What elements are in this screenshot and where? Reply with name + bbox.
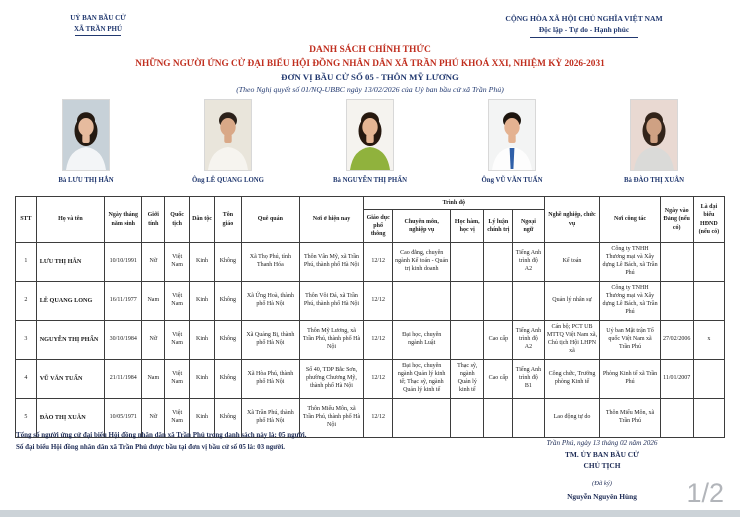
cell-nationality: Việt Nam	[165, 321, 190, 360]
national-title: CỘNG HÒA XÃ HỘI CHỦ NGHĨA VIỆT NAM	[505, 14, 663, 23]
cell-workplace: Uỷ ban Mặt trận Tổ quốc Việt Nam xã Trần Phú	[600, 321, 660, 360]
col-header-language: Ngoại ngữ	[513, 210, 544, 243]
cell-politics	[484, 399, 513, 438]
cell-language: Tiếng Anh trình độ A2	[513, 321, 544, 360]
title-resolution-note: (Theo Nghị quyết số 01/NQ-UBBC ngày 13/02/2026 của Uỷ ban bầu cử xã Trần Phú)	[236, 84, 504, 94]
cell-residence: Thôn Mỹ Lương, xã Trần Phú, thành phố Hà Nội	[299, 321, 363, 360]
photo-face	[78, 118, 93, 136]
candidate-photos-row	[15, 99, 725, 184]
table-row	[16, 321, 725, 360]
cell-education: 12/12	[364, 243, 393, 282]
cell-stt: 4	[16, 360, 37, 399]
cell-name: NGUYỄN THỊ PHẨN	[36, 321, 104, 360]
col-header-occupation: Nghề nghiệp, chức vụ	[544, 197, 600, 243]
photo-caption: Ông VŨ VĂN TUẤN	[481, 177, 543, 184]
col-header-delegate: Là đại biểu HĐND (nếu có)	[693, 197, 724, 243]
cell-stt: 2	[16, 282, 37, 321]
candidate-photo	[488, 99, 536, 171]
cell-nationality: Việt Nam	[165, 399, 190, 438]
candidates-table-wrap	[15, 196, 725, 438]
candidate-photo-cell	[583, 99, 725, 184]
cell-occupation: Công chức, Trưởng phòng Kinh tế	[544, 360, 600, 399]
cell-dob: 30/10/1984	[105, 321, 142, 360]
col-header-nationality: Quốc tịch	[165, 197, 190, 243]
cell-delegate	[693, 243, 724, 282]
photo-caption: Bà ĐÀO THỊ XUÂN	[623, 177, 685, 184]
cell-professional	[393, 399, 451, 438]
cell-residence: Thôn Vân Mỹ, xã Trần Phú, thành phố Hà Nội	[299, 243, 363, 282]
candidates-table	[15, 196, 725, 438]
cell-ethnicity: Kinh	[190, 321, 215, 360]
cell-hometown: Xã Hòa Phú, thành phố Hà Nội	[241, 360, 299, 399]
signature-place-date: Trần Phú, ngày 13 tháng 02 năm 2026	[546, 439, 658, 447]
issuing-authority-block	[38, 13, 158, 36]
cell-politics: Cao cấp	[484, 360, 513, 399]
cell-professional: Đại học, chuyên ngành Luật	[393, 321, 451, 360]
cell-ethnicity: Kinh	[190, 360, 215, 399]
cell-nationality: Việt Nam	[165, 360, 190, 399]
cell-education: 12/12	[364, 399, 393, 438]
cell-academic	[451, 399, 484, 438]
col-header-stt: STT	[16, 197, 37, 243]
col-header-workplace: Nơi công tác	[600, 197, 660, 243]
cell-party-date	[660, 282, 693, 321]
cell-education: 12/12	[364, 360, 393, 399]
issuing-authority-line1: UỶ BAN BẦU CỬ	[70, 14, 126, 22]
photo-face	[220, 118, 235, 136]
candidate-photo-cell	[441, 99, 583, 184]
cell-nationality: Việt Nam	[165, 243, 190, 282]
cell-workplace: Công ty TNHH Thương mại và Xây dựng Lê Bách, xã Trần Phú	[600, 282, 660, 321]
title-line2: NHỮNG NGƯỜI ỨNG CỬ ĐẠI BIỂU HỘI ĐỒNG NHÂN DÂN XÃ TRẦN PHÚ KHOÁ XXI, NHIỆM KỲ 2026-2031	[135, 58, 605, 69]
col-header-dob: Ngày tháng năm sinh	[105, 197, 142, 243]
cell-delegate: x	[693, 321, 724, 360]
signer-name: Nguyễn Nguyên Hùng	[567, 491, 637, 501]
photo-caption: Ông LÊ QUANG LONG	[192, 177, 264, 184]
cell-religion: Không	[214, 243, 241, 282]
cell-delegate	[693, 399, 724, 438]
cell-occupation: Lao động tự do	[544, 399, 600, 438]
cell-education: 12/12	[364, 282, 393, 321]
header-right-underline	[530, 37, 638, 38]
candidate-photo	[62, 99, 110, 171]
signature-role: CHỦ TỊCH	[583, 460, 621, 470]
cell-party-date	[660, 399, 693, 438]
cell-academic	[451, 243, 484, 282]
col-header-ethnicity: Dân tộc	[190, 197, 215, 243]
cell-gender: Nam	[142, 282, 165, 321]
cell-occupation: Cán bộ; PCT UB MTTQ Việt Nam xã, Chủ tịch Hội LHPN xã	[544, 321, 600, 360]
cell-gender: Nữ	[142, 243, 165, 282]
cell-politics: Cao cấp	[484, 321, 513, 360]
page-indicator: 1/2	[686, 478, 724, 508]
cell-hometown: Xã Thọ Phú, tỉnh Thanh Hóa	[241, 243, 299, 282]
cell-party-date	[660, 243, 693, 282]
cell-nationality: Việt Nam	[165, 282, 190, 321]
photo-face	[646, 118, 661, 136]
cell-stt: 5	[16, 399, 37, 438]
col-header-name: Họ và tên	[36, 197, 104, 243]
candidate-photo-cell	[157, 99, 299, 184]
cell-politics	[484, 282, 513, 321]
cell-religion: Không	[214, 282, 241, 321]
issuing-authority-line2: XÃ TRẦN PHÚ	[73, 24, 123, 33]
photo-face	[504, 118, 519, 136]
cell-name: ĐÀO THỊ XUÂN	[36, 399, 104, 438]
photo-face	[362, 118, 377, 136]
col-group-header-qualification: Trình độ	[364, 197, 544, 210]
cell-professional	[393, 282, 451, 321]
cell-residence: Số 40, TDP Bắc Sơn, phường Chương Mỹ, thành phố Hà Nội	[299, 360, 363, 399]
cell-dob: 10/10/1991	[105, 243, 142, 282]
cell-language: Tiếng Anh trình độ A2	[513, 243, 544, 282]
cell-academic	[451, 321, 484, 360]
photo-caption: Bà NGUYỄN THỊ PHẨN	[332, 177, 408, 184]
candidate-photo	[346, 99, 394, 171]
cell-ethnicity: Kinh	[190, 282, 215, 321]
cell-professional: Cao đẳng, chuyên ngành Kế toán - Quản trị kinh doanh	[393, 243, 451, 282]
col-header-religion: Tôn giáo	[214, 197, 241, 243]
table-row	[16, 282, 725, 321]
cell-gender: Nữ	[142, 321, 165, 360]
photo-caption: Bà LƯU THỊ HẮN	[58, 177, 114, 184]
col-header-residence: Nơi ở hiện nay	[299, 197, 363, 243]
table-row	[16, 243, 725, 282]
cell-party-date: 11/01/2007	[660, 360, 693, 399]
cell-name: LÊ QUANG LONG	[36, 282, 104, 321]
cell-name: LƯU THỊ HẮN	[36, 243, 104, 282]
cell-residence: Thôn Miếu Môn, xã Trần Phú, thành phố Hà Nội	[299, 399, 363, 438]
cell-workplace: Thôn Miếu Môn, xã Trần Phú	[600, 399, 660, 438]
cell-politics	[484, 243, 513, 282]
cell-hometown: Xã Trần Phú, thành phố Hà Nội	[241, 399, 299, 438]
candidate-photo	[204, 99, 252, 171]
cell-occupation: Quản lý nhân sự	[544, 282, 600, 321]
col-header-party-date: Ngày vào Đảng (nếu có)	[660, 197, 693, 243]
header-left-underline	[75, 35, 121, 36]
cell-language: Tiếng Anh trình độ B1	[513, 360, 544, 399]
candidate-photo-cell	[15, 99, 157, 184]
signed-note: (Đã ký)	[592, 480, 612, 488]
title-line3: ĐƠN VỊ BẦU CỬ SỐ 05 - THÔN MỸ LƯƠNG	[281, 72, 459, 83]
cell-religion: Không	[214, 399, 241, 438]
col-header-education: Giáo dục phổ thông	[364, 210, 393, 243]
candidate-photo-cell	[299, 99, 441, 184]
table-row	[16, 360, 725, 399]
col-header-hometown: Quê quán	[241, 197, 299, 243]
cell-party-date: 27/02/2006	[660, 321, 693, 360]
cell-residence: Thôn Vôi Đá, xã Trần Phú, thành phố Hà Nội	[299, 282, 363, 321]
cell-delegate	[693, 360, 724, 399]
cell-religion: Không	[214, 321, 241, 360]
cell-academic	[451, 282, 484, 321]
cell-delegate	[693, 282, 724, 321]
cell-stt: 3	[16, 321, 37, 360]
cell-hometown: Xã Ứng Hoà, thành phố Hà Nội	[241, 282, 299, 321]
cell-occupation: Kế toán	[544, 243, 600, 282]
cell-dob: 10/05/1971	[105, 399, 142, 438]
title-line1: DANH SÁCH CHÍNH THỨC	[309, 45, 431, 55]
cell-workplace: Công ty TNHH Thương mại và Xây dựng Lê Bách, xã Trần Phú	[600, 243, 660, 282]
cell-language	[513, 399, 544, 438]
cell-name: VŨ VĂN TUẤN	[36, 360, 104, 399]
signature-org: TM. ỦY BAN BẦU CỬ	[565, 449, 639, 459]
cell-gender: Nữ	[142, 399, 165, 438]
cell-education: 12/12	[364, 321, 393, 360]
summary-notes	[16, 430, 306, 453]
summary-note-total-candidates: Tổng số người ứng cử đại biểu Hội đồng nhân dân xã Trần Phú trong danh sách này là: 05 người.	[16, 431, 307, 439]
cell-ethnicity: Kinh	[190, 243, 215, 282]
document-title-block	[0, 44, 740, 95]
cell-language	[513, 282, 544, 321]
cell-workplace: Phòng Kinh tế xã Trần Phú	[600, 360, 660, 399]
national-motto-block	[454, 13, 714, 38]
candidate-photo	[630, 99, 678, 171]
summary-note-seats: Số đại biểu Hội đồng nhân dân xã Trần Phú được bầu tại đơn vị bầu cử số 05 là: 03 người.	[16, 442, 286, 451]
cell-dob: 16/11/1977	[105, 282, 142, 321]
cell-dob: 21/11/1984	[105, 360, 142, 399]
col-header-academic: Học hàm, học vị	[451, 210, 484, 243]
cell-ethnicity: Kinh	[190, 399, 215, 438]
col-header-gender: Giới tính	[142, 197, 165, 243]
cell-academic: Thạc sỹ, ngành Quản lý kinh tế	[451, 360, 484, 399]
col-header-professional: Chuyên môn, nghiệp vụ	[393, 210, 451, 243]
cell-gender: Nam	[142, 360, 165, 399]
cell-hometown: Xã Quảng Bị, thành phố Hà Nội	[241, 321, 299, 360]
cell-religion: Không	[214, 360, 241, 399]
national-motto: Độc lập - Tự do - Hạnh phúc	[538, 25, 630, 35]
cell-stt: 1	[16, 243, 37, 282]
col-header-politics: Lý luận chính trị	[484, 210, 513, 243]
next-page-edge	[0, 510, 740, 517]
cell-professional: Đại học, chuyên ngành Quản lý kinh tế; Thạc sỹ, ngành Quản lý kinh tế	[393, 360, 451, 399]
